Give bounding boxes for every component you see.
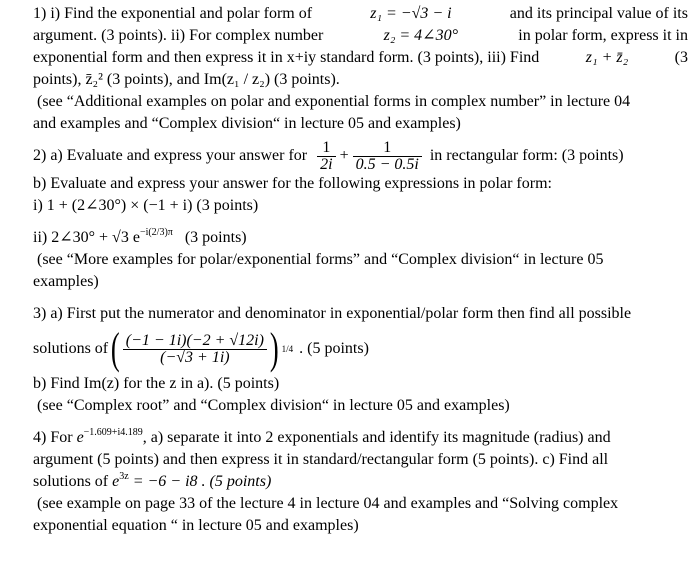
q4-see-line2 (33, 515, 688, 537)
q4-text: argument (5 points) and then express it in standard/rectangular form (5 points). c) Find all (33, 451, 609, 468)
fraction-2-denominator: 0.5 − 0.5i (355, 155, 419, 173)
q1-text: argument. (3 points). ii) For complex number (33, 27, 324, 44)
z2-expression: z₂ = 4∠30° (383, 27, 458, 44)
q3-points: . (5 points) (299, 340, 369, 357)
q1-text: points), z̄₂² (3 points), and Im(z₁ / z₂) (3 points). (33, 71, 340, 88)
q3-fraction (123, 333, 267, 366)
q2bii-points: (3 points) (184, 229, 247, 246)
q2-line-bi (33, 195, 688, 217)
q2bi-text: i) 1 + (2∠30°) × (−1 + i) (3 points) (33, 197, 259, 214)
q1-text: 1) i) Find the exponential and polar form of (33, 5, 313, 22)
q3b-text: b) Find Im(z) for the z in a). (5 points) (33, 375, 280, 392)
q2-see-line1 (33, 249, 688, 271)
q2a-text: in rectangular form: (3 points) (429, 147, 624, 164)
q1-line1 (33, 3, 688, 25)
fraction-1 (317, 140, 335, 173)
fraction-2-numerator: 1 (353, 140, 422, 157)
left-paren: ( (111, 324, 120, 373)
q4-reference: exponential equation “ in lecture 05 and examples) (33, 517, 359, 534)
q4-equation-rhs: = −6 − i8 . (5 points) (132, 473, 272, 490)
q4-equation-exponent: 3z (119, 471, 129, 482)
q3-line-b (33, 373, 688, 395)
plus-sign: + (339, 147, 349, 164)
sum-expression: z₁ + z̄₂ (585, 49, 629, 66)
q4-line2 (33, 449, 688, 471)
q1-see-line2 (33, 113, 688, 135)
q2-reference: (see “More examples for polar/exponential forms” and “Complex division“ in lecture 05 (37, 251, 604, 268)
q4-line1: 4) For $e^{-1.609+i4.189}$, a) separate it into 2 exponentials and identify its magnitude (radius) and (33, 427, 611, 446)
q1-reference: (see “Additional examples on polar and exponential forms in complex number” in lecture 04 (37, 93, 631, 110)
q2bii-text: ii) 2∠30° + √3 e (33, 229, 140, 246)
fraction-1-numerator: 1 (317, 140, 335, 157)
q2bii-exponent: −i(2/3)π (139, 227, 173, 238)
q3a-text: 3) a) First put the numerator and denominator in exponential/polar form then find all possible (33, 305, 632, 322)
q1-line2 (33, 25, 688, 47)
q4-exponent: −1.609+i4.189 (83, 427, 143, 438)
q2-line-bii (33, 227, 688, 249)
q2-line-a (33, 139, 688, 173)
q4-reference: (see example on page 33 of the lecture 4 in lecture 04 and examples and “Solving complex (37, 495, 619, 512)
q3-expression-row: solutions of ( $\frac{(-1 - 1i)(-2 + √12i)}{(-√3 + 1i)}$ ) 1/4 . (5 points) (33, 324, 369, 373)
q4-text: solutions of (33, 473, 109, 490)
q3-see-line (33, 395, 688, 417)
q3-line-a (33, 303, 688, 325)
q2-see-line2 (33, 271, 688, 293)
q2b-text: b) Evaluate and express your answer for the following expressions in polar form: (33, 175, 552, 192)
q3-solutions-label: solutions of (33, 340, 109, 357)
q2a-text: 2) a) Evaluate and express your answer for (33, 147, 308, 164)
fraction-2 (353, 140, 422, 173)
right-paren: ) (269, 324, 279, 373)
q1-text: and its principal value of its (509, 5, 688, 22)
q1-text: (3 (674, 49, 688, 66)
q1-reference: and examples and “Complex division“ in lecture 05 and examples) (33, 115, 461, 132)
z1-expression: z₁ = −√3 − i (370, 5, 452, 22)
q2-reference: examples) (33, 273, 99, 290)
q1-text: exponential form and then express it in x+iy standard form. (3 points), iii) Find (33, 49, 540, 66)
q4-line3: solutions of $e^{3z} = -6 - i8$ . (5 points) (33, 471, 272, 490)
q3-denominator: (−√3 + 1i) (160, 348, 230, 366)
q1-see-line1 (33, 91, 688, 113)
q2-line-b (33, 173, 688, 195)
q4-text: , a) separate it into 2 exponentials and identify its magnitude (radius) and (142, 429, 611, 446)
q3-reference: (see “Complex root” and “Complex division“ in lecture 05 and examples) (37, 397, 510, 414)
q1-text: in polar form, express it in (518, 27, 688, 44)
q4-text: 4) For (33, 429, 73, 446)
fraction-1-denominator: 2i (320, 155, 333, 173)
q4-see-line1 (33, 493, 688, 515)
q1-line4 (33, 69, 688, 91)
q3-numerator: (−1 − 1i)(−2 + √12i) (123, 333, 267, 350)
q1-line3 (33, 47, 688, 69)
